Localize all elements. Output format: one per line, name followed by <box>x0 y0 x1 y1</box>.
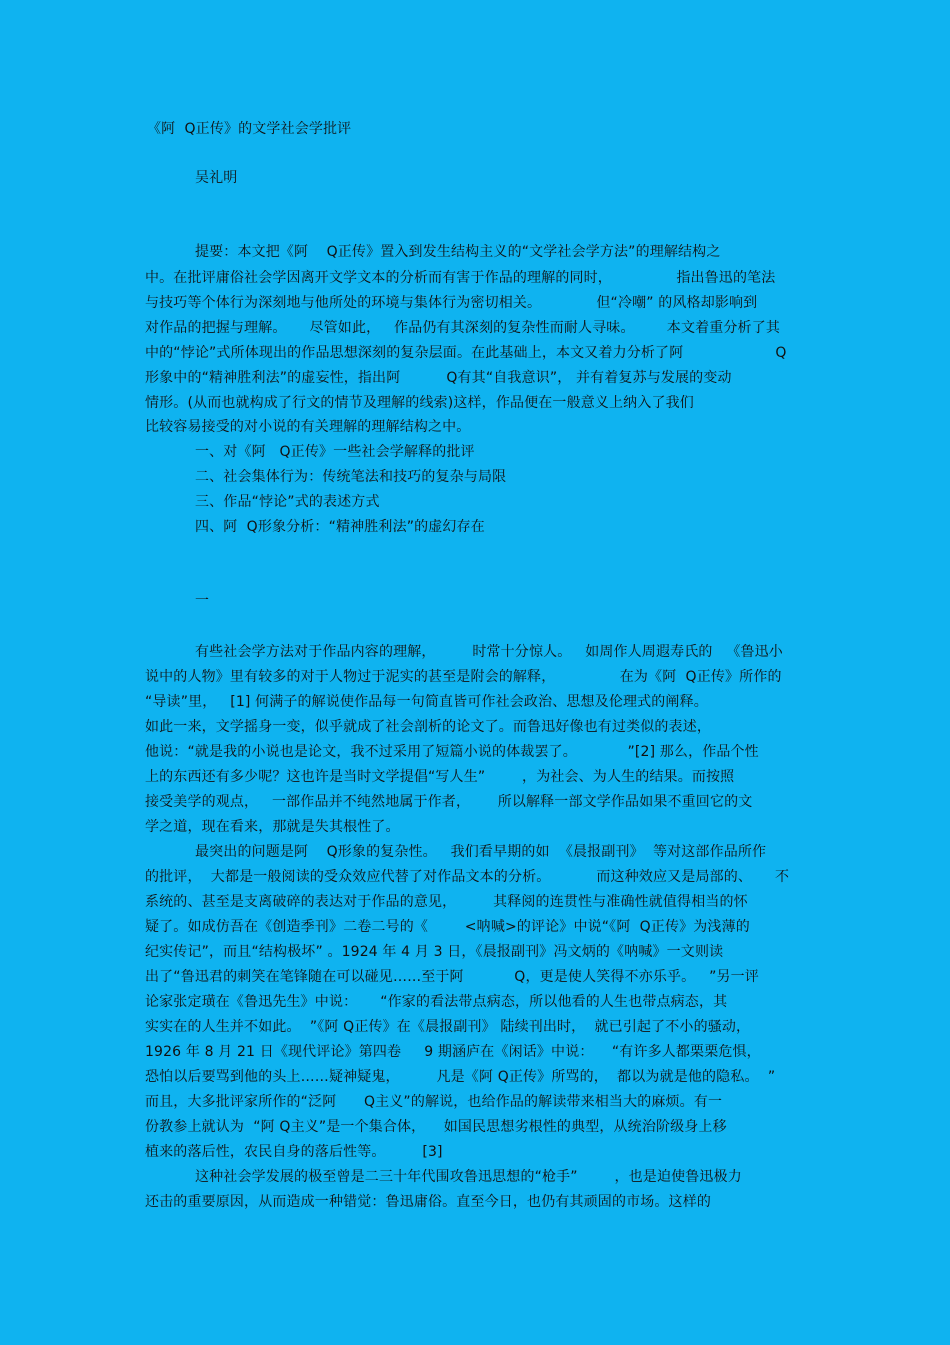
outline-item: 三、作品“悖论”式的表述方式 <box>195 494 380 510</box>
abstract-line: 中的“悖论”式所体现出的作品思想深刻的复杂层面。在此基础上，本文又着力分析了阿 Q <box>145 345 787 361</box>
body-line: 还击的重要原因，从而造成一种错觉：鲁迅庸俗。直至今日，也仍有其顽固的市场。这样的 <box>145 1194 711 1210</box>
abstract-line: 中。在批评庸俗社会学因离开文学文本的分析而有害于作品的理解的同时， 指出鲁迅的笔法 <box>145 270 776 286</box>
outline-item: 二、社会集体行为：传统笔法和技巧的复杂与局限 <box>195 469 507 485</box>
body-line: 而且，大多批评家所作的“泛阿 Q主义”的解说，也给作品的解读带来相当大的麻烦。有一 <box>145 1094 723 1110</box>
body-line: 有些社会学方法对于作品内容的理解， 时常十分惊人。 如周作人周遐寿氏的 《鲁迅小 <box>195 644 783 660</box>
outline-item: 四、阿 Q形象分析：“精神胜利法”的虚幻存在 <box>195 519 485 535</box>
body-line: 上的东西还有多少呢？这也许是当时文学提倡“写人生” ，为社会、为人生的结果。而按照 <box>145 769 735 785</box>
body-line: 的批评， 大都是一般阅读的受众效应代替了对作品文本的分析。 而这种效应又是局部的、 不 <box>145 869 790 885</box>
body-line: 这种社会学发展的极至曾是二三十年代围攻鲁迅思想的“枪手” ，也是迫使鲁迅极力 <box>195 1169 742 1185</box>
body-line: 实实在的人生并不如此。 ”《阿 Q正传》在《晨报副刊》 陆续刊出时， 就已引起了不小的骚动， <box>145 1019 751 1035</box>
body-line: 接受美学的观点， 一部作品并不纯然地属于作者， 所以解释一部文学作品如果不重回它的文 <box>145 794 753 810</box>
outline-item: 一、对《阿 Q正传》一些社会学解释的批评 <box>195 444 475 460</box>
body-line: 学之道，现在看来，那就是失其根性了。 <box>145 819 400 835</box>
abstract-line: 形象中的“精神胜利法”的虚妄性，指出阿 Q有其“自我意识”， 并有着复苏与发展的变动 <box>145 370 732 386</box>
abstract-line: 与技巧等个体行为深刻地与他所处的环境与集体行为密切相关。 但“冷嘲” 的风格却影响到 <box>145 295 758 311</box>
abstract-line: 情形。(从而也就构成了行文的情节及理解的线索)这样，作品便在一般意义上纳入了我们 <box>145 395 694 411</box>
body-line: 论家张定璜在《鲁迅先生》中说： “作家的看法带点病态，所以他看的人生也带点病态，其 <box>145 994 728 1010</box>
document-title: 《阿 Q正传》的文学社会学批评 <box>147 121 352 137</box>
body-line: 最突出的问题是阿 Q形象的复杂性。 我们看早期的如 《晨报副刊》 等对这部作品所作 <box>195 844 767 860</box>
body-line: 植来的落后性，农民自身的落后性等。 [3] <box>145 1144 443 1160</box>
author-name: 吴礼明 <box>195 170 238 186</box>
body-line: 系统的、甚至是支离破碎的表达对于作品的意见， 其释阅的连贯性与准确性就值得相当的怀 <box>145 894 748 910</box>
body-line: 纪实传记”，而且“结构极坏” 。1924 年 4 月 3 日，《晨报副刊》冯文炳的《呐喊》一文则读 <box>145 944 724 960</box>
abstract-line: 对作品的把握与理解。 尽管如此， 作品仍有其深刻的复杂性而耐人寻味。 本文着重分析了其 <box>145 320 781 336</box>
abstract-line: 提要：本文把《阿 Q正传》置入到发生结构主义的“文学社会学方法”的理解结构之 <box>195 244 721 260</box>
body-line: 恐怕以后要骂到他的头上……疑神疑鬼， 凡是《阿 Q正传》所骂的， 都以为就是他的隐私。 ” <box>145 1069 776 1085</box>
body-line: 说中的人物》里有较多的对于人物过于泥实的甚至是附会的解释， 在为《阿 Q正传》所作的 <box>145 669 782 685</box>
body-line: 如此一来，文学摇身一变，似乎就成了社会剖析的论文了。而鲁迅好像也有过类似的表述， <box>145 719 711 735</box>
body-line: 他说：“就是我的小说也是论文，我不过采用了短篇小说的体裁罢了。 ”[2] 那么，作品个性 <box>145 744 759 760</box>
body-line: 出了“鲁迅君的刺笑在笔锋随在可以碰见……至于阿 Q，更是使人笑得不亦乐乎。 ”另一评 <box>145 969 759 985</box>
body-line: 份教参上就认为 “阿 Q主义”是一个集合体， 如国民思想劣根性的典型，从统治阶级身上移 <box>145 1119 727 1135</box>
body-line: 1926 年 8 月 21 日《现代评论》第四卷 9 期涵庐在《闲话》中说： “有许多人都栗栗危惧， <box>145 1044 761 1060</box>
section-heading: 一 <box>195 593 210 609</box>
body-line: 疑了。如成仿吾在《创造季刊》二卷二号的《 <呐喊>的评论》中说“《阿 Q正传》为浅薄的 <box>145 919 750 935</box>
abstract-line: 比较容易接受的对小说的有关理解的理解结构之中。 <box>145 419 471 435</box>
body-line: “导读”里， [1] 何满子的解说使作品每一句简直皆可作社会政治、思想及伦理式的阐释。 <box>145 694 708 710</box>
